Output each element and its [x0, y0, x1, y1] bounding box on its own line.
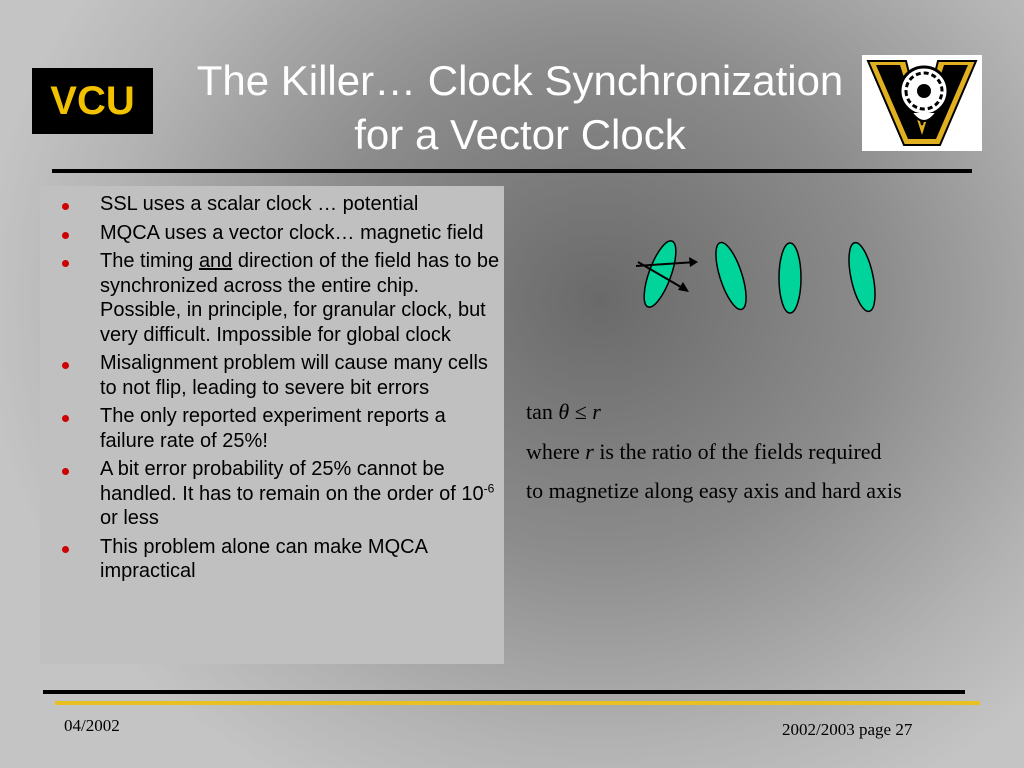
cell-ellipse-2 — [710, 239, 753, 312]
bullet-item: The only reported experiment reports a failure rate of 25%! — [58, 404, 504, 453]
bullet-item: SSL uses a scalar clock … potential — [58, 192, 504, 217]
cell-ellipse-4 — [844, 240, 880, 313]
footer-page-number: 2002/2003 page 27 — [782, 720, 913, 739]
formula-line-1: tan θ ≤ r — [526, 399, 601, 424]
bullet-item: MQCA uses a vector clock… magnetic field — [58, 221, 504, 246]
magnetic-cells-diagram — [620, 230, 900, 330]
bullet-dot-icon — [62, 362, 69, 369]
formula-line-3: to magnetize along easy axis and hard axis — [526, 478, 902, 503]
cell-ellipse-3 — [779, 243, 801, 313]
bullet-dot-icon — [62, 546, 69, 553]
footer-divider-black — [43, 690, 965, 694]
bullet-dot-icon — [62, 415, 69, 422]
vcu-ram-icon — [862, 55, 982, 151]
footer-date: 04/2002 — [64, 716, 120, 735]
bullet-item: This problem alone can make MQCA impractical — [58, 535, 504, 584]
bullet-dot-icon — [62, 468, 69, 475]
title-line-1: The Killer… Clock Synchronization — [196, 57, 844, 104]
bullet-dot-icon — [62, 260, 69, 267]
bullet-item: Misalignment problem will cause many cells to not flip, leading to severe bit errors — [58, 351, 504, 400]
formula-block — [526, 398, 996, 517]
title-divider — [52, 169, 972, 173]
formula-line-2: where r is the ratio of the fields required — [526, 438, 882, 464]
bullet-item: A bit error probability of 25% cannot be handled. It has to remain on the order of $10^{-6}$ or less — [58, 457, 504, 531]
field-arrow-horizontal-head — [689, 257, 698, 267]
bullet-dot-icon — [62, 232, 69, 239]
footer-divider-gold — [55, 701, 980, 705]
slide-title — [130, 54, 910, 162]
bullet-dot-icon — [62, 203, 69, 210]
bullet-item: The timing and direction of the field has to be synchronized across the entire chip. Possible, in principle, for granular clock, but very difficult. Impossible for global clock — [58, 249, 504, 347]
vcu-logo: VCU — [32, 68, 153, 134]
bullet-list — [58, 192, 504, 588]
title-line-2: for a Vector Clock — [354, 111, 686, 158]
